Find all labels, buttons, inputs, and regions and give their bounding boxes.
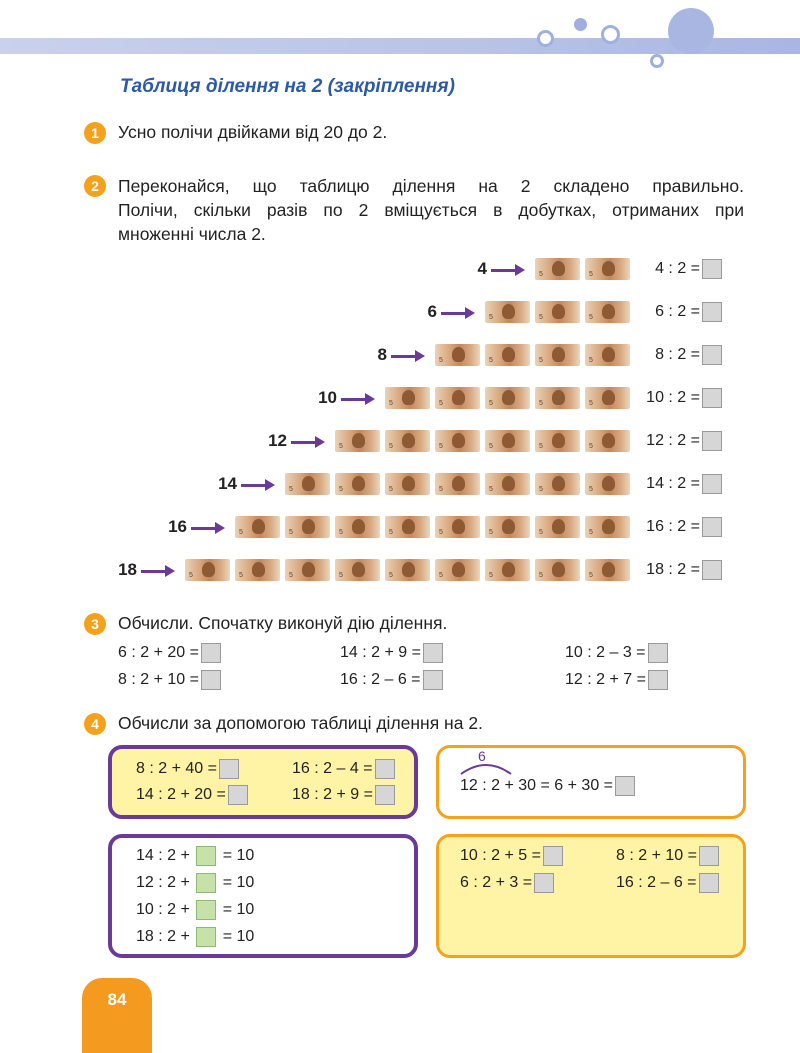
- division-expr: [646, 388, 722, 408]
- portrait-icon: [302, 562, 315, 577]
- decor-bubble: [650, 54, 664, 68]
- division-expr: [646, 560, 722, 580]
- portrait-icon: [452, 433, 465, 448]
- expr-text: 10 : 2 =: [646, 389, 700, 407]
- expr-text: 6 : 2 + 3 =: [460, 874, 533, 892]
- portrait-icon: [502, 390, 515, 405]
- expr-text: 18 : 2 =: [646, 561, 700, 579]
- task-3-expr: [565, 643, 668, 663]
- banknote-icon: [285, 516, 330, 538]
- banknote-icon: [385, 516, 430, 538]
- expr-text: 14 : 2 + 9 =: [340, 644, 421, 662]
- division-expr: [646, 517, 722, 537]
- portrait-icon: [452, 519, 465, 534]
- row-number: 12: [268, 431, 287, 450]
- banknote-value: 5: [539, 443, 543, 450]
- expr-text: 12 : 2 + 7 =: [565, 671, 646, 689]
- row-number: 18: [118, 560, 137, 579]
- banknote-icon: [335, 473, 380, 495]
- banknote-icon: [535, 559, 580, 581]
- task-3-expr: [340, 670, 443, 690]
- banknote-value: 5: [589, 314, 593, 321]
- row-number: 16: [168, 517, 187, 536]
- expr-text: 8 : 2 =: [655, 346, 700, 364]
- answer-box[interactable]: [615, 776, 635, 796]
- banknote-icon: [235, 559, 280, 581]
- task-4-text: Обчисли за допомогою таблиці ділення на 2.: [118, 713, 483, 733]
- expr-result: = 10: [222, 847, 255, 865]
- portrait-icon: [452, 562, 465, 577]
- banknote-icon: [185, 559, 230, 581]
- row-number: 6: [427, 302, 437, 321]
- box-d-expr: [460, 846, 563, 866]
- banknote-icon: [535, 473, 580, 495]
- banknote-value: 5: [389, 529, 393, 536]
- banknote-value: 5: [239, 572, 243, 579]
- portrait-icon: [502, 519, 515, 534]
- row-number: 4: [477, 259, 487, 278]
- box-a-expr: [136, 759, 239, 779]
- portrait-icon: [602, 347, 615, 362]
- expr-result: = 10: [222, 874, 255, 892]
- box-d-expr: [460, 873, 554, 893]
- banknote-value: 5: [489, 314, 493, 321]
- portrait-icon: [552, 390, 565, 405]
- arrow-icon: [141, 564, 175, 578]
- banknote-value: 5: [189, 572, 193, 579]
- answer-box[interactable]: [196, 900, 216, 920]
- expr-text: 6 : 2 =: [655, 303, 700, 321]
- banknote-icon: [535, 516, 580, 538]
- portrait-icon: [452, 390, 465, 405]
- answer-box[interactable]: [201, 670, 221, 690]
- answer-box[interactable]: [702, 431, 722, 451]
- expr-result: = 10: [222, 901, 255, 919]
- expr-text: 14 : 2 +: [136, 847, 190, 865]
- portrait-icon: [352, 476, 365, 491]
- portrait-icon: [552, 519, 565, 534]
- banknote-value: 5: [589, 400, 593, 407]
- banknote-icon: [335, 430, 380, 452]
- portrait-icon: [402, 519, 415, 534]
- banknote-value: 5: [489, 529, 493, 536]
- answer-box[interactable]: [699, 846, 719, 866]
- box-b-expr: [460, 776, 635, 796]
- task-2-line-2: Полічи, скільки разів по 2 вміщується в добутках, отриманих при: [118, 200, 744, 220]
- answer-box[interactable]: [699, 873, 719, 893]
- portrait-icon: [352, 433, 365, 448]
- expr-text: 14 : 2 + 20 =: [136, 786, 226, 804]
- portrait-icon: [552, 562, 565, 577]
- portrait-icon: [602, 304, 615, 319]
- expr-text: 16 : 2 =: [646, 518, 700, 536]
- arrow-icon: [241, 478, 275, 492]
- expr-text: 14 : 2 =: [646, 475, 700, 493]
- division-expr: [655, 259, 722, 279]
- banknote-icon: [285, 559, 330, 581]
- arrow-icon: [341, 392, 375, 406]
- expr-text: 18 : 2 +: [136, 928, 190, 946]
- answer-box[interactable]: [201, 643, 221, 663]
- arrow-icon: [191, 521, 225, 535]
- answer-box[interactable]: [423, 643, 443, 663]
- task-4-number: 4: [84, 713, 106, 735]
- expr-text: 8 : 2 + 10 =: [616, 847, 697, 865]
- portrait-icon: [402, 390, 415, 405]
- answer-box[interactable]: [375, 785, 395, 805]
- answer-box[interactable]: [648, 643, 668, 663]
- banknote-icon: [585, 559, 630, 581]
- arrow-icon: [441, 306, 475, 320]
- box-b-arc: [458, 760, 514, 776]
- row-number: 14: [218, 474, 237, 493]
- banknote-value: 5: [539, 572, 543, 579]
- banknote-value: 5: [539, 357, 543, 364]
- banknote-icon: [585, 387, 630, 409]
- banknote-value: 5: [439, 572, 443, 579]
- box-a-expr: [136, 785, 248, 805]
- arrow-icon: [391, 349, 425, 363]
- banknote-icon: [535, 344, 580, 366]
- banknote-icon: [535, 430, 580, 452]
- decor-bubble: [537, 30, 554, 47]
- banknote-icon: [335, 559, 380, 581]
- banknote-value: 5: [439, 443, 443, 450]
- answer-box[interactable]: [196, 846, 216, 866]
- banknote-value: 5: [539, 314, 543, 321]
- banknote-value: 5: [439, 486, 443, 493]
- banknote-value: 5: [389, 486, 393, 493]
- banknote-value: 5: [489, 572, 493, 579]
- answer-box[interactable]: [543, 846, 563, 866]
- banknote-icon: [385, 430, 430, 452]
- box-b-hint: 6: [478, 748, 486, 764]
- division-expr: [655, 302, 722, 322]
- answer-box[interactable]: [423, 670, 443, 690]
- expr-text: 12 : 2 +: [136, 874, 190, 892]
- banknote-value: 5: [539, 529, 543, 536]
- portrait-icon: [552, 347, 565, 362]
- banknote-icon: [585, 344, 630, 366]
- banknote-value: 5: [289, 572, 293, 579]
- banknote-icon: [585, 430, 630, 452]
- banknote-icon: [535, 258, 580, 280]
- arrow-icon: [491, 263, 525, 277]
- task-2-line-3: множенні числа 2.: [118, 224, 266, 244]
- division-expr: [646, 474, 722, 494]
- banknote-value: 5: [589, 271, 593, 278]
- answer-box[interactable]: [534, 873, 554, 893]
- portrait-icon: [552, 304, 565, 319]
- banknote-icon: [585, 258, 630, 280]
- portrait-icon: [602, 261, 615, 276]
- banknote-icon: [585, 473, 630, 495]
- division-expr: [646, 431, 722, 451]
- banknote-icon: [335, 516, 380, 538]
- decor-bubble: [574, 18, 587, 31]
- banknote-value: 5: [589, 529, 593, 536]
- portrait-icon: [602, 390, 615, 405]
- box-a-expr: [292, 759, 395, 779]
- task-2-line-1: Переконайся, що таблицю ділення на 2 складено правильно.: [118, 176, 744, 196]
- portrait-icon: [302, 476, 315, 491]
- banknote-value: 5: [339, 486, 343, 493]
- answer-box[interactable]: [196, 873, 216, 893]
- banknote-value: 5: [289, 529, 293, 536]
- portrait-icon: [552, 433, 565, 448]
- banknote-icon: [385, 559, 430, 581]
- decor-bubble: [668, 8, 714, 54]
- portrait-icon: [602, 476, 615, 491]
- banknote-icon: [285, 473, 330, 495]
- expr-text: 10 : 2 +: [136, 901, 190, 919]
- portrait-icon: [202, 562, 215, 577]
- banknote-icon: [385, 473, 430, 495]
- box-d-expr: [616, 873, 719, 893]
- banknote-value: 5: [239, 529, 243, 536]
- task-3-expr: [340, 643, 443, 663]
- banknote-value: 5: [339, 443, 343, 450]
- banknote-icon: [435, 344, 480, 366]
- answer-box[interactable]: [702, 302, 722, 322]
- task-3-expr: [565, 670, 668, 690]
- portrait-icon: [452, 476, 465, 491]
- banknote-value: 5: [489, 443, 493, 450]
- box-d-expr: [616, 846, 719, 866]
- banknote-value: 5: [589, 443, 593, 450]
- banknote-icon: [485, 301, 530, 323]
- task-1-text: Усно полічи двійками від 20 до 2.: [118, 122, 388, 142]
- portrait-icon: [452, 347, 465, 362]
- answer-box[interactable]: [702, 345, 722, 365]
- banknote-icon: [385, 387, 430, 409]
- banknote-icon: [485, 559, 530, 581]
- expr-text: 16 : 2 – 6 =: [616, 874, 697, 892]
- banknote-value: 5: [589, 572, 593, 579]
- task-3-text: Обчисли. Спочатку виконуй дію ділення.: [118, 613, 448, 633]
- expr-text: 8 : 2 + 40 =: [136, 760, 217, 778]
- banknote-icon: [535, 301, 580, 323]
- banknote-icon: [485, 516, 530, 538]
- portrait-icon: [502, 476, 515, 491]
- expr-text: 12 : 2 =: [646, 432, 700, 450]
- task-2-number: 2: [84, 175, 106, 197]
- banknote-icon: [235, 516, 280, 538]
- portrait-icon: [402, 562, 415, 577]
- portrait-icon: [302, 519, 315, 534]
- portrait-icon: [502, 347, 515, 362]
- banknote-icon: [435, 387, 480, 409]
- banknote-icon: [435, 430, 480, 452]
- banknote-icon: [485, 344, 530, 366]
- banknote-value: 5: [439, 529, 443, 536]
- banknote-value: 5: [339, 529, 343, 536]
- banknote-icon: [435, 516, 480, 538]
- banknote-value: 5: [489, 400, 493, 407]
- expr-text: 4 : 2 =: [655, 260, 700, 278]
- banknote-icon: [535, 387, 580, 409]
- expr-text: 10 : 2 – 3 =: [565, 644, 646, 662]
- portrait-icon: [252, 562, 265, 577]
- answer-box[interactable]: [648, 670, 668, 690]
- expr-result: = 10: [222, 928, 255, 946]
- banknote-value: 5: [539, 400, 543, 407]
- banknote-icon: [435, 473, 480, 495]
- banknote-icon: [585, 516, 630, 538]
- banknote-icon: [485, 387, 530, 409]
- expr-text: 12 : 2 + 30 = 6 + 30 =: [460, 777, 614, 795]
- expr-text: 10 : 2 + 5 =: [460, 847, 541, 865]
- answer-box[interactable]: [196, 927, 216, 947]
- portrait-icon: [502, 433, 515, 448]
- portrait-icon: [552, 476, 565, 491]
- banknote-value: 5: [389, 572, 393, 579]
- expr-text: 6 : 2 + 20 =: [118, 644, 199, 662]
- banknote-value: 5: [389, 400, 393, 407]
- banknote-value: 5: [389, 443, 393, 450]
- answer-box[interactable]: [702, 259, 722, 279]
- portrait-icon: [402, 476, 415, 491]
- banknote-icon: [435, 559, 480, 581]
- answer-box[interactable]: [219, 759, 239, 779]
- task-3-expr: [118, 670, 221, 690]
- banknote-icon: [585, 301, 630, 323]
- portrait-icon: [502, 562, 515, 577]
- portrait-icon: [602, 519, 615, 534]
- answer-box[interactable]: [702, 560, 722, 580]
- task-3-number: 3: [84, 613, 106, 635]
- portrait-icon: [602, 433, 615, 448]
- expr-text: 18 : 2 + 9 =: [292, 786, 373, 804]
- page-number: 84: [82, 978, 152, 1053]
- answer-box[interactable]: [228, 785, 248, 805]
- row-number: 10: [318, 388, 337, 407]
- portrait-icon: [502, 304, 515, 319]
- expr-text: 16 : 2 – 6 =: [340, 671, 421, 689]
- portrait-icon: [402, 433, 415, 448]
- task-1-number: 1: [84, 122, 106, 144]
- box-c-expr: [136, 846, 254, 866]
- answer-box[interactable]: [702, 517, 722, 537]
- task-3-expr: [118, 643, 221, 663]
- division-expr: [655, 345, 722, 365]
- portrait-icon: [552, 261, 565, 276]
- banknote-value: 5: [539, 486, 543, 493]
- expr-text: 8 : 2 + 10 =: [118, 671, 199, 689]
- banknote-value: 5: [289, 486, 293, 493]
- task-4-box-a: [108, 745, 418, 819]
- box-c-expr: [136, 900, 254, 920]
- banknote-icon: [485, 430, 530, 452]
- banknote-value: 5: [439, 357, 443, 364]
- banknote-value: 5: [539, 271, 543, 278]
- banknote-value: 5: [439, 400, 443, 407]
- row-number: 8: [377, 345, 387, 364]
- page-title: Таблиця ділення на 2 (закріплення): [120, 76, 455, 97]
- portrait-icon: [352, 519, 365, 534]
- decor-bubble: [601, 25, 620, 44]
- portrait-icon: [602, 562, 615, 577]
- portrait-icon: [352, 562, 365, 577]
- banknote-value: 5: [339, 572, 343, 579]
- arrow-icon: [291, 435, 325, 449]
- answer-box[interactable]: [702, 474, 722, 494]
- expr-text: 16 : 2 – 4 =: [292, 760, 373, 778]
- banknote-value: 5: [589, 486, 593, 493]
- box-c-expr: [136, 873, 254, 893]
- answer-box[interactable]: [702, 388, 722, 408]
- answer-box[interactable]: [375, 759, 395, 779]
- box-c-expr: [136, 927, 254, 947]
- portrait-icon: [252, 519, 265, 534]
- banknote-value: 5: [489, 486, 493, 493]
- banknote-icon: [485, 473, 530, 495]
- banknote-value: 5: [489, 357, 493, 364]
- box-a-expr: [292, 785, 395, 805]
- banknote-value: 5: [589, 357, 593, 364]
